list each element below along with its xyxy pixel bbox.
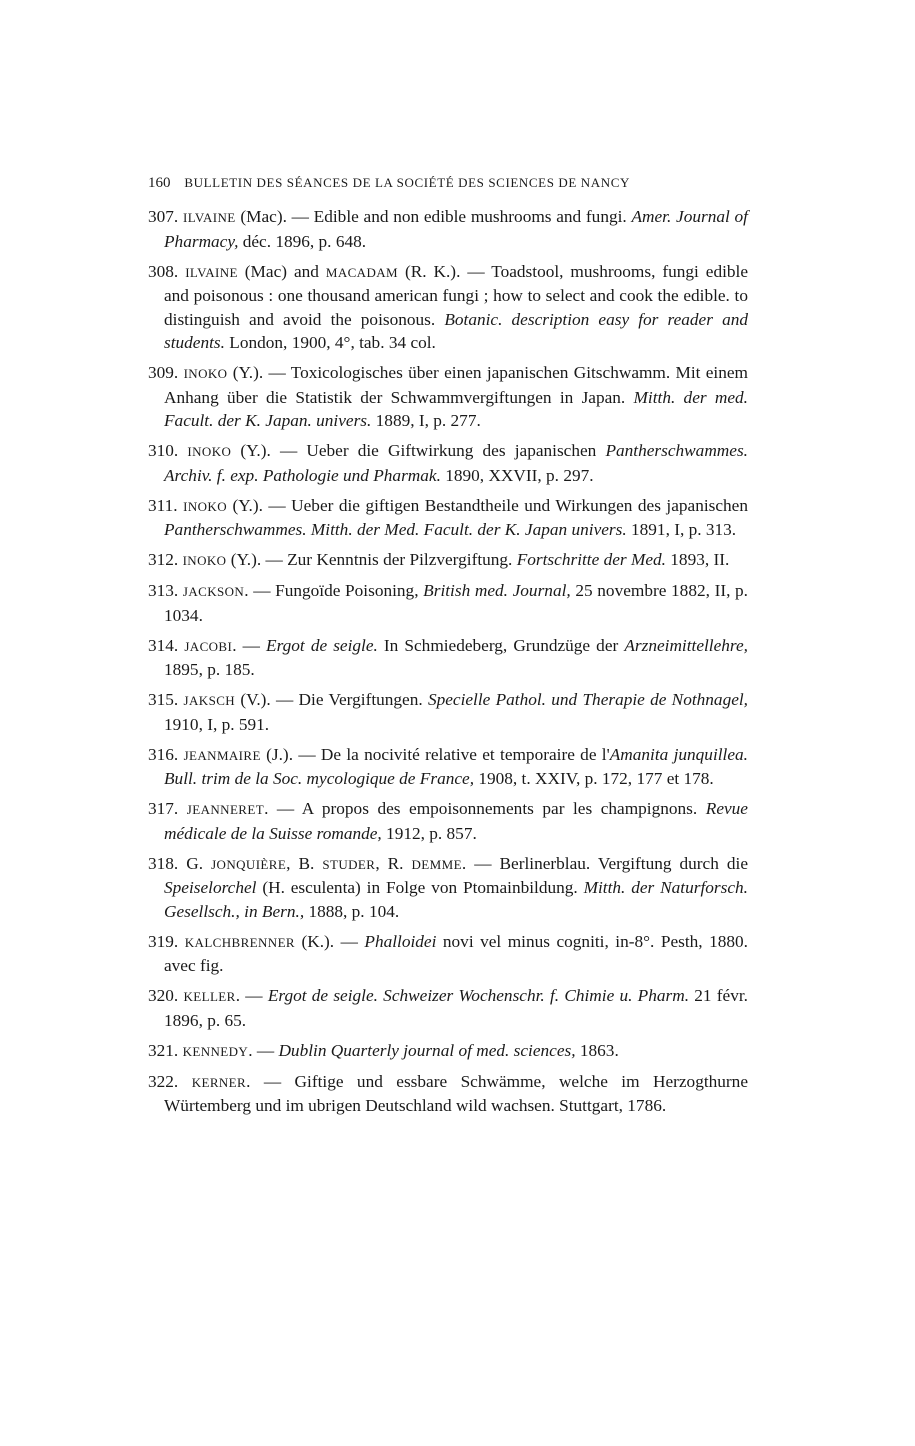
author-name: ILVAINE [183,210,236,225]
author-name: KELLER [183,989,236,1004]
author-detail: (J.). — De la nocivité relative et temporaire de l' [260,744,610,764]
coauthor-name: MACADAM [325,264,399,280]
bibliography-entry [148,743,748,791]
bibliography-entry [148,1070,748,1118]
publication-detail: 1863. [575,1040,619,1060]
author-detail: . — A propos des empoisonnements par les champignons. [264,799,706,818]
publication-detail: 1910, I, p. 591. [164,714,270,734]
author-name: JONQUIÈRE [211,856,287,872]
bibliography-entry [148,361,748,433]
author-detail: (Mac). — Edible and non edible mushrooms and fungi. [235,207,632,226]
publication-title: Specielle Pathol. und Therapie de Nothnagel, [427,690,749,709]
publication-detail: déc. 1896, p. 648. [238,231,367,251]
running-title: BULLETIN DES SÉANCES DE LA SOCIÉTÉ DES SCIENCES DE NANCY [184,175,630,190]
author-detail: (Y.). — Zur Kenntnis der Pilzvergiftung. [226,550,517,569]
coauthor-detail: (R. K.). — Toadstool, mushrooms, fungi edible and poisonous : one thousand american fungi ; how to select and cook the edible. to distinguish and avoid the poisonous. [164,261,748,329]
entry-number: 311. [148,495,178,515]
publication-title: Botanic. description easy for reader and students. [164,309,748,352]
publication-detail: 1895, p. 185. [164,660,255,679]
bibliography-entry [148,688,748,736]
page-number: 160 [148,175,171,191]
author-name: JAKSCH [183,693,236,708]
author-name: INOKO [187,444,232,459]
bibliography-entry [148,205,748,253]
entry-number: 312. [148,550,179,569]
coauthor-name: STUDER [322,856,376,872]
publication-title: British med. Journal, [423,581,571,600]
publication-title: Amer. Journal of Pharmacy, [164,207,748,251]
coauthor-name: DEMME [411,856,462,872]
author-detail: (K.). — [295,931,365,951]
publication-detail: 1891, I, p. 313. [626,520,737,539]
publication-detail: (H. esculenta) in Folge von Ptomainbildung. [256,878,584,897]
publication-detail: 1893, II. [665,550,730,569]
entry-number: 319. [148,931,179,951]
publication-title: Mitth. der med. Facult. der K. Japan. univers. [164,387,748,430]
entry-number: 321. [148,1040,179,1060]
bibliography-entry [148,852,748,924]
author-detail: . — Giftige und essbare Schwämme, welche im Herzogthurne Würtemberg und im ubrigen Deutschland wild wachsen. Stuttgart, 1786. [164,1071,748,1115]
entry-number: 308. [148,261,179,281]
publication-title: Ergot de seigle. Schweizer Wochenschr. f. Chimie u. Pharm. [267,986,690,1005]
bibliography-entry [148,984,748,1032]
author-detail: (V.). — Die Vergiftungen. [235,690,428,709]
publication-detail: 25 novembre 1882, II, p. 1034. [164,581,749,625]
publication-title: Phalloidei [364,931,437,951]
author-name: INOKO [183,498,227,514]
publication-title: Speiselorchel [164,878,257,897]
bibliography-entry [148,930,748,978]
publication-title: Ergot de seigle. [266,635,378,655]
author-name: JACKSON [182,584,245,599]
author-detail: . — [248,1040,279,1060]
publication-detail: 1912, p. 857. [381,823,477,843]
entry-number: 316. [148,744,179,764]
author-initial: G. [186,853,212,873]
bibliography-entry [148,634,748,682]
running-header [148,175,748,192]
entry-number: 318. [148,853,179,873]
publication-title: Mitth. der Naturforsch. Gesellsch., in Bern., [164,878,748,921]
author-name: KENNEDY [182,1043,249,1059]
publication-title: Pantherschwammes. Archiv. f. exp. Pathologie und Pharmak. [164,441,748,485]
author-detail: (Y.). — Ueber die Giftwirkung des japanischen [231,441,606,460]
bibliography-entry [148,1039,748,1064]
entry-number: 314. [148,635,179,655]
bibliography-entry [148,548,748,573]
publication-detail: novi vel minus cogniti, in-8°. Pesth, 1880. avec fig. [164,931,748,975]
bibliography-entry [148,494,748,542]
coauthor-detail: , R. [375,853,412,873]
author-detail: (Mac) and [237,261,326,281]
author-detail: . — [232,635,267,655]
author-detail: , B. [286,853,323,873]
entry-number: 322. [148,1071,179,1091]
bibliography-entry [148,439,748,487]
publication-title: Revue médicale de la Suisse romande, [164,799,748,843]
publication-detail: 1888, p. 104. [304,901,400,921]
entry-number: 320. [148,986,179,1005]
author-detail: (Y.). — Toxicologisches über einen japanischen Gitschwamm. Mit einem Anhang über die Statistik der Schwammvergiftungen in Japan. [164,363,748,407]
entry-number: 317. [148,799,179,818]
publication-detail: In Schmiedeberg, Grundzüge der [377,635,625,655]
publication-detail: 21 févr. 1896, p. 65. [164,986,748,1030]
author-detail: . — [235,986,268,1005]
entry-number: 310. [148,441,179,460]
author-name: INOKO [183,366,228,381]
author-name: INOKO [182,553,227,568]
publication-title: Arzneimittellehre, [624,635,748,655]
publication-detail: 1908, t. XXIV, p. 172, 177 et 178. [474,769,714,788]
entry-number: 313. [148,581,179,600]
author-detail: . — Fungoïde Poisoning, [244,581,424,600]
author-name: JEANMAIRE [183,747,261,763]
publication-title: Amanita junquillea. Bull. trim de la Soc. mycologique de France, [164,744,748,788]
bibliography-entry [148,797,748,845]
publication-title: Pantherschwammes. Mitth. der Med. Facult. der K. Japan univers. [164,520,627,539]
entry-number: 309. [148,363,179,382]
bibliography-list [148,205,748,1124]
publication-title: Dublin Quarterly journal of med. sciences, [278,1040,576,1060]
publication-detail: London, 1900, 4°, tab. 34 col. [224,333,436,352]
entry-number: 315. [148,690,179,709]
publication-title: Fortschritte der Med. [516,550,666,569]
publication-detail: 1889, I, p. 277. [371,411,481,430]
author-name: ILVAINE [185,264,238,280]
publication-detail: 1890, XXVII, p. 297. [440,465,594,485]
author-name: KERNER [191,1074,247,1090]
entry-number: 307. [148,207,179,226]
coauthor-detail: . — Berlinerblau. Vergiftung durch die [461,853,748,873]
author-name: KALCHBRENNER [184,934,295,950]
author-detail: (Y.). — Ueber die giftigen Bestandtheile und Wirkungen des japanischen [227,495,748,515]
author-name: JEANNERET [186,802,265,817]
author-name: JACOBI [184,638,233,654]
bibliography-entry [148,260,748,355]
bibliography-entry [148,579,748,627]
